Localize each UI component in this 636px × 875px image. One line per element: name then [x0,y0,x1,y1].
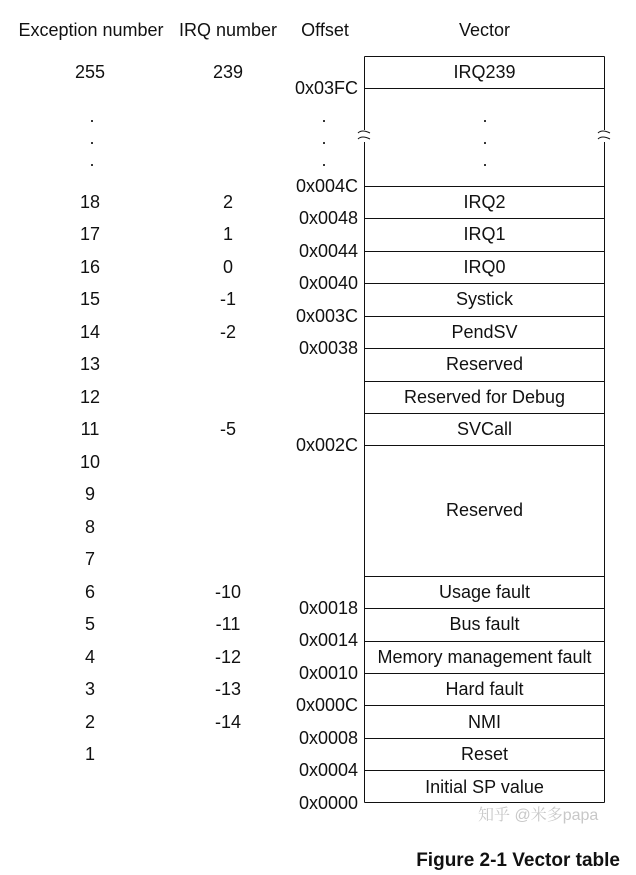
ellipsis-dot: . [89,150,95,170]
offset-address: 0x0008 [298,728,358,748]
header-offset: Offset [301,20,349,40]
irq-number: -2 [219,322,236,342]
exception-number: 11 [80,419,100,439]
exception-number: 17 [79,224,101,244]
offset-address: 0x03FC [294,78,358,98]
watermark: 知乎 @米多papa [478,807,599,824]
break-mark [358,131,370,133]
exception-number: 1 [84,744,95,764]
irq-number: -10 [214,582,241,602]
irq-number: 2 [222,192,233,212]
ellipsis-dot: . [89,106,95,126]
header-irq-number: IRQ number [178,20,278,40]
vector-label: IRQ1 [463,224,506,244]
offset-address: 0x000C [295,695,358,715]
exception-number: 255 [74,62,106,82]
figure-caption: Figure 2-1 Vector table [416,850,620,871]
exception-number: 6 [84,582,95,602]
header-exception-number: Exception number [18,20,164,40]
offset-address: 0x003C [295,306,358,326]
exception-number: 9 [84,484,95,504]
exception-number: 7 [84,549,95,569]
exception-number: 4 [84,647,95,667]
irq-number: -1 [219,289,236,309]
exception-number: 2 [84,712,95,732]
ellipsis-dot: . [321,150,327,170]
ellipsis-dot: . [482,128,488,148]
vector-label: Reserved [445,500,524,520]
break-mark [598,137,610,139]
break-mark [358,137,370,139]
exception-number: 13 [79,354,101,374]
irq-number: -5 [219,419,236,439]
exception-number: 3 [84,679,95,699]
vector-label: Reserved for Debug [403,387,566,407]
ellipsis-dot: . [482,150,488,170]
offset-address: 0x0000 [298,793,358,813]
ellipsis-dot: . [321,106,327,126]
vector-label: IRQ2 [463,192,506,212]
offset-address: 0x002C [295,435,358,455]
vector-label: IRQ0 [463,257,506,277]
irq-number: -12 [214,647,241,667]
exception-number: 14 [79,322,101,342]
vector-label: Reset [460,744,509,764]
irq-number: 239 [212,62,244,82]
vector-label: PendSV [451,322,518,342]
vector-label: Usage fault [438,582,531,602]
irq-number: -13 [214,679,241,699]
exception-number: 12 [79,387,101,407]
vector-label: IRQ239 [453,62,516,82]
ellipsis-dot: . [482,106,488,126]
irq-number: -14 [214,712,241,732]
irq-number: 1 [222,224,233,244]
exception-number: 5 [84,614,95,634]
offset-address: 0x0010 [298,663,358,683]
exception-number: 10 [79,452,101,472]
header-vector: Vector [458,20,511,40]
offset-address: 0x0014 [298,630,358,650]
break-mark [598,131,610,133]
offset-address: 0x0040 [298,273,358,293]
vector-label: SVCall [456,419,513,439]
irq-number: -11 [215,614,241,634]
exception-number: 8 [84,517,95,537]
offset-address: 0x0044 [298,241,358,261]
offset-address: 0x0038 [298,338,358,358]
exception-number: 15 [79,289,101,309]
vector-label: NMI [468,712,501,732]
offset-address: 0x0004 [298,760,358,780]
vector-label: Initial SP value [425,777,544,797]
exception-number: 16 [79,257,101,277]
vector-label: Systick [455,289,513,309]
vector-label: Memory management fault [377,647,592,667]
vector-label: Hard fault [445,679,524,699]
vector-label: Reserved [445,354,524,374]
offset-address: 0x0018 [298,598,358,618]
offset-address: 0x004C [295,176,358,196]
offset-address: 0x0048 [298,208,358,228]
irq-number: 0 [222,257,233,277]
ellipsis-dot: . [89,128,95,148]
exception-number: 18 [79,192,101,212]
ellipsis-dot: . [321,128,327,148]
vector-label: Bus fault [449,614,520,634]
